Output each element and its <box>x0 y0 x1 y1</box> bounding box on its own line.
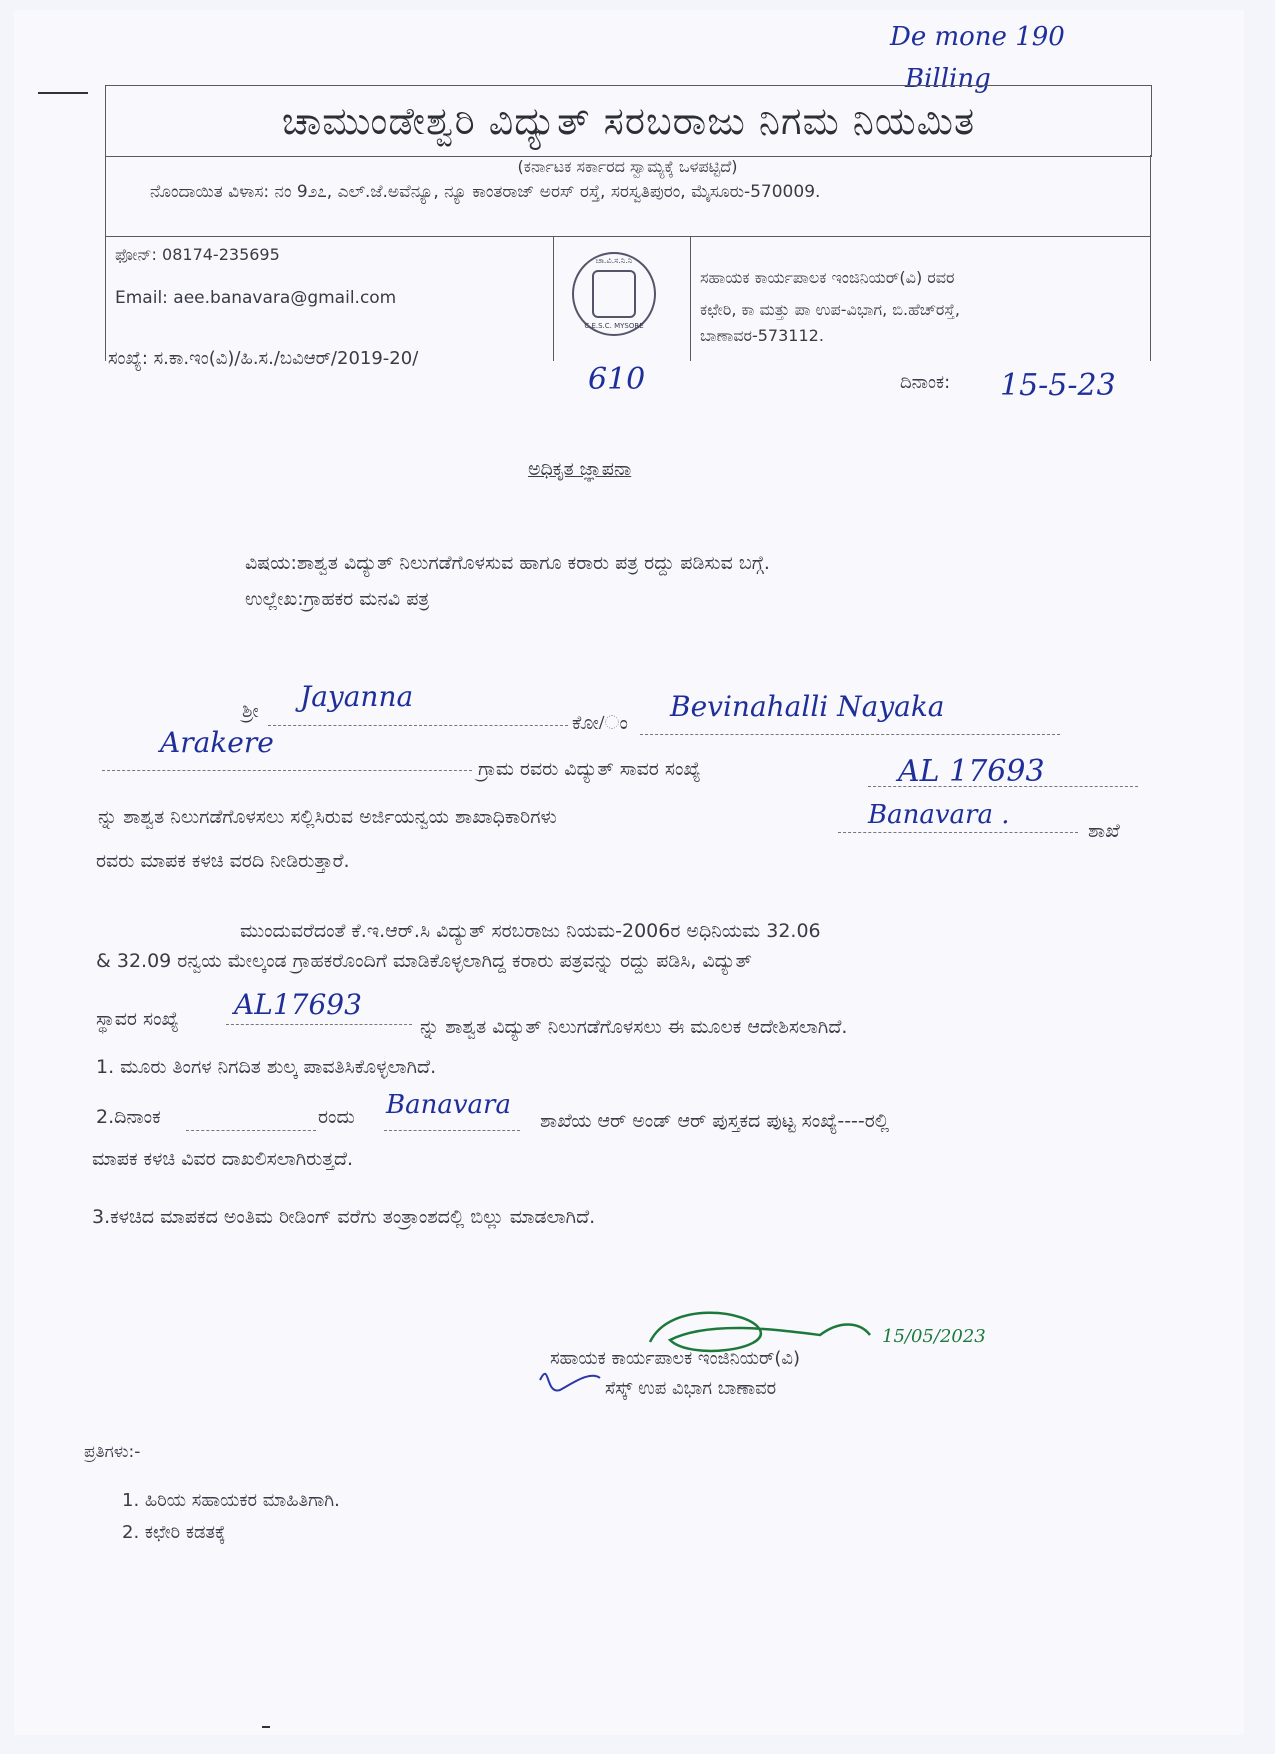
item-2-mid: ರಂದು <box>318 1106 355 1128</box>
office-line-3: ಬಾಣಾವರ-573112. <box>700 326 824 345</box>
branch-handwritten: Banavara . <box>868 800 1010 830</box>
logo-top-text: ಚಾ.ವಿ.ಸ.ನಿ.ನಿ <box>595 256 633 265</box>
logo-emblem <box>592 270 636 318</box>
father-handwritten: Bevinahalli Nayaka <box>670 690 945 723</box>
phone-number: ಫೋನ್: 08174-235695 <box>115 245 280 264</box>
header-cell-divider-2 <box>690 236 691 361</box>
copy-item-2: 2. ಕಛೇರಿ ಕಡತಕ್ಕೆ <box>122 1522 226 1543</box>
date-label: ದಿನಾಂಕ: <box>900 372 951 393</box>
copy-item-1: 1. ಹಿರಿಯ ಸಹಾಯಕರ ಮಾಹಿತಿಗಾಗಿ. <box>122 1490 340 1511</box>
date-blank <box>186 1110 316 1131</box>
signatory-title: ಸಹಾಯಕ ಕಾರ್ಯಪಾಲಕ ಇಂಜಿನಿಯರ್(ವಿ) <box>550 1348 800 1369</box>
line4-text: ರವರು ಮಾಪಕ ಕಳಚಿ ವರದಿ ನೀಡಿರುತ್ತಾರೆ. <box>96 850 350 872</box>
header-right-border <box>1150 155 1151 361</box>
rr-number-handwritten: AL 17693 <box>898 754 1045 789</box>
para2-line2: & 32.09 ರನ್ವಯ ಮೇಲ್ಕಂಡ ಗ್ರಾಹಕರೊಂದಿಗೆ ಮಾಡಿಕೊಳ್ಳಲಾಗಿದ್ದ ಕರಾರು ಪತ್ರವನ್ನು ರದ್ದು ಪಡಿಸಿ, ವಿದ್ಯುತ್ <box>96 950 752 972</box>
handwritten-note-top: De mone 190 <box>890 22 1065 52</box>
line3-text: ನ್ನು ಶಾಶ್ವತ ನಿಲುಗಡೆಗೊಳಸಲು ಸಲ್ಲಿಸಿರುವ ಅರ್ಜಿಯನ್ವಯ ಶಾಖಾಧಿಕಾರಿಗಳು <box>98 806 557 828</box>
para2-line1: ಮುಂದುವರೆದಂತೆ ಕೆ.ಇ.ಆರ್.ಸಿ ವಿದ್ಯುತ್ ಸರಬರಾಜು ನಿಯಮ-2006ರ ಅಧಿನಿಯಮ 32.06 <box>240 920 821 942</box>
signature-date-handwritten: 15/05/2023 <box>882 1326 986 1347</box>
office-line-1: ಸಹಾಯಕ ಕಾರ್ಯಪಾಲಕ ಇಂಜಿನಿಯರ್(ವಿ) ರವರ <box>700 268 955 287</box>
org-subtitle: (ಕರ್ನಾಟಕ ಸರ್ಕಾರದ ಸ್ವಾಮ್ಯಕ್ಕೆ ಒಳಪಟ್ಟಿದೆ) <box>517 157 738 176</box>
village-blank <box>102 750 472 771</box>
line3-end-text: ಶಾಖೆ <box>1088 820 1120 842</box>
header-divider <box>105 236 1150 237</box>
subject-line: ವಿಷಯ:ಶಾಶ್ವತ ವಿದ್ಯುತ್ ನಿಲುಗಡೆಗೊಳಸುವ ಹಾಗೂ ಕರಾರು ಪತ್ರ ರದ್ದು ಪಡಿಸುವ ಬಗ್ಗೆ. <box>245 552 770 574</box>
org-title: ಚಾಮುಂಡೇಶ್ವರಿ ವಿದ್ಯುತ್ ಸರಬರಾಜು ನಿಗಮ ನಿಯಮಿತ <box>105 85 1152 157</box>
reference-number-label: ಸಂಖ್ಯೆ: ಸ.ಕಾ.ಇಂ(ವಿ)/ಹಿ.ಸ./ಬವಿಆರ್/2019-20/ <box>108 348 419 369</box>
header-left-border <box>105 155 106 361</box>
registered-address: ನೊಂದಾಯಿತ ವಿಳಾಸ: ನಂ 9೨೭, ಎಲ್.ಜೆ.ಅವೆನ್ಯೂ, ನ್ಯೂ ಕಾಂತರಾಜ್ ಅರಸ್ ರಸ್ತೆ, ಸರಸ್ವತಿಪುರಂ, ಮೈಸೂರು-570009. <box>150 182 821 202</box>
para2-line3-prefix: ಸ್ಥಾವರ ಸಂಖ್ಯೆ <box>96 1008 179 1030</box>
sri-label: ಶ್ರೀ <box>242 700 259 722</box>
co-label: ಕೋ/ಂ <box>572 712 628 734</box>
office-line-2: ಕಛೇರಿ, ಕಾ ಮತ್ತು ಪಾ ಉಪ-ವಿಭಾಗ, ಬಿ.ಹೆಚ್‌ರಸ್ತೆ, <box>700 300 960 319</box>
item-2-prefix: 2.ದಿನಾಂಕ <box>96 1106 161 1128</box>
bottom-mark <box>262 1726 270 1728</box>
reference-note: ಉಲ್ಲೇಖ:ಗ್ರಾಹಕರ ಮನವಿ ಪತ್ರ <box>245 588 430 610</box>
reference-number-handwritten: 610 <box>588 362 646 397</box>
margin-mark <box>38 92 88 94</box>
date-handwritten: 15-5-23 <box>1000 368 1116 403</box>
item-1: 1. ಮೂರು ತಿಂಗಳ ನಿಗದಿತ ಶುಲ್ಕ ಪಾವತಿಸಿಕೊಳ್ಳಲಾಗಿದೆ. <box>96 1056 437 1078</box>
branch-handwritten-2: Banavara <box>386 1090 511 1120</box>
email-address: Email: aee.banavara@gmail.com <box>115 288 397 308</box>
item-2-line2: ಮಾಪಕ ಕಳಚಿ ವಿವರ ದಾಖಲಿಸಲಾಗಿರುತ್ತದೆ. <box>92 1148 354 1170</box>
cesc-logo <box>572 252 656 336</box>
copies-label: ಪ್ರತಿಗಳು:- <box>84 1442 141 1462</box>
rr-number-handwritten-2: AL17693 <box>234 988 362 1021</box>
signatory-office: ಸೆಸ್ಕ್ ಉಪ ವಿಭಾಗ ಬಾಣಾವರ <box>605 1378 777 1399</box>
name-handwritten: Jayanna <box>300 680 414 713</box>
header-cell-divider-1 <box>553 236 554 361</box>
logo-bottom-text: C.E.S.C. MYSORE <box>584 322 644 330</box>
para2-line3-suffix: ನ್ನು ಶಾಶ್ವತ ವಿದ್ಯುತ್ ನಿಲುಗಡೆಗೊಳಸಲು ಈ ಮೂಲಕ ಆದೇಶಿಸಲಾಗಿದೆ. <box>420 1016 848 1038</box>
item-2-suffix: ಶಾಖೆಯ ಆರ್ ಅಂಡ್ ಆರ್ ಪುಸ್ತಕದ ಪುಟ್ಟ ಸಂಖ್ಯೆ----ರಲ್ಲಿ <box>540 1110 890 1132</box>
item-3: 3.ಕಳಚಿದ ಮಾಪಕದ ಅಂತಿಮ ರೀಡಿಂಗ್ ವರೆಗು ತಂತ್ರಾಂಶದಲ್ಲಿ ಬಿಲ್ಲು ಮಾಡಲಾಗಿದೆ. <box>92 1206 596 1228</box>
memo-heading: ಅಧಿಕೃತ ಜ್ಞಾಪನಾ <box>528 458 632 480</box>
village-tail-text: ಗ್ರಾಮ ರವರು ವಿದ್ಯುತ್ ಸಾವರ ಸಂಖ್ಯೆ <box>478 758 701 780</box>
village-handwritten: Arakere <box>160 726 274 759</box>
handwritten-note-billing: Billing <box>905 64 991 94</box>
